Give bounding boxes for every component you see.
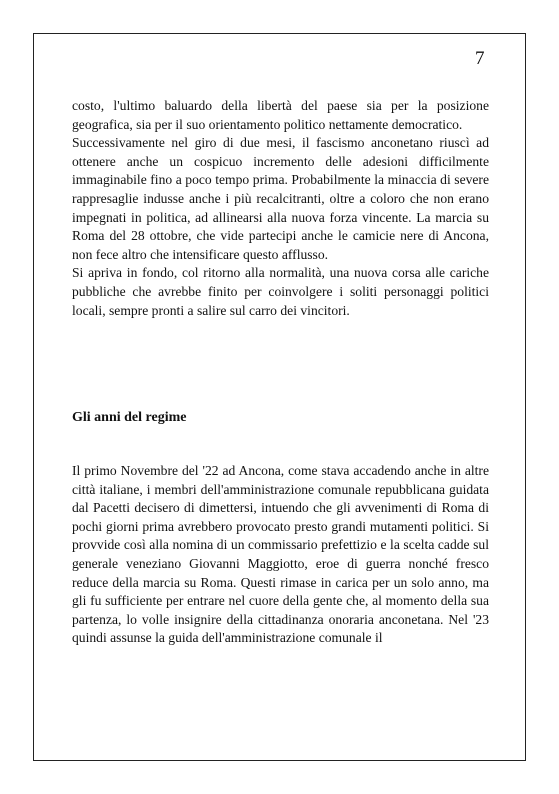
paragraph: Successivamente nel giro di due mesi, il fascismo anconetano riuscì ad ottenere anche un cospicuo incremento delle adesioni difficilmente immaginabile fino a poco tempo prima. Probabilmente la minaccia di severe rappresaglie indusse anche i più recalcitranti, oltre a coloro che non erano impegnati in politica, ad allinearsi alla nuova forza vincente. La marcia su Roma del 28 ottobre, che vide partecipi anche le camicie nere di Ancona, non fece altro che intensificare questo afflusso. [72, 135, 489, 262]
page-number: 7 [475, 48, 485, 69]
paragraph: costo, l'ultimo baluardo della libertà del paese sia per la posizione geografica, sia per il suo orientamento politico nettamente democratico. [72, 98, 489, 132]
paragraph: Si apriva in fondo, col ritorno alla normalità, una nuova corsa alle cariche pubbliche che avrebbe finito per coinvolgere i soliti personaggi politici locali, sempre pronti a salire sul carro dei vincitori. [72, 265, 489, 318]
text-block-bottom [72, 462, 489, 648]
section-heading: Gli anni del regime [72, 410, 187, 425]
paragraph: Il primo Novembre del '22 ad Ancona, come stava accadendo anche in altre città italiane, i membri dell'amministrazione comunale repubblicana guidata dal Pacetti decisero di dimettersi, intuendo che gli avvenimenti di Roma di pochi giorni prima avrebbero provocato presto grandi mutamenti politici. Si provvide così alla nomina di un commissario prefettizio e la scelta cadde sul generale veneziano Giovanni Maggiotto, eroe di guerra nonché fresco reduce della marcia su Roma. Questi rimase in carica per un solo anno, ma gli fu sufficiente per entrare nel cuore della gente che, al momento della sua partenza, lo volle insignire della cittadinanza onoraria anconetana. Nel '23 quindi assunse la guida dell'amministrazione comunale il [72, 463, 489, 646]
text-block-top [72, 97, 489, 320]
